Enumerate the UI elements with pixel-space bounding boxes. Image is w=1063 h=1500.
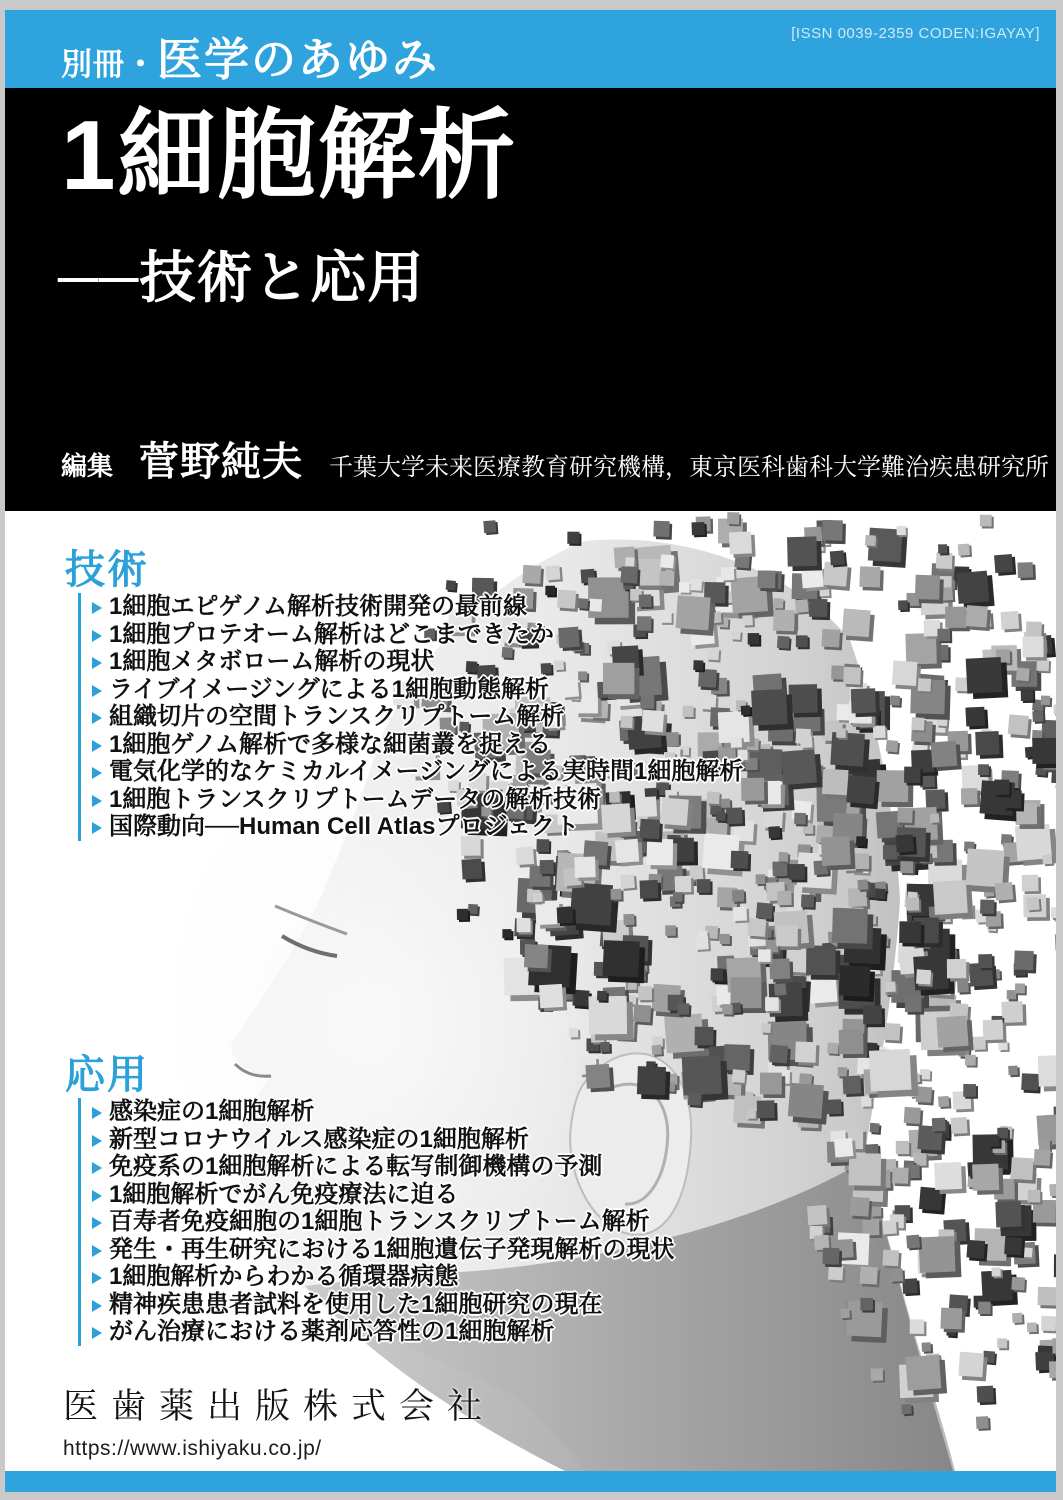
arrow-bullet-icon	[92, 602, 102, 614]
arrow-bullet-icon	[92, 1272, 102, 1284]
cover-body	[5, 511, 1056, 1471]
toc-item: 免疫系の1細胞解析による転写制御機構の予測	[92, 1153, 674, 1181]
arrow-bullet-icon	[92, 657, 102, 669]
arrow-bullet-icon	[92, 1135, 102, 1147]
section-heading-application: 応用	[65, 1053, 149, 1097]
toc-item: 1細胞解析からわかる循環器病態	[92, 1263, 674, 1291]
arrow-bullet-icon	[92, 795, 102, 807]
arrow-bullet-icon	[92, 712, 102, 724]
toc-item: 1細胞トランスクリプトームデータの解析技術	[92, 786, 743, 814]
arrow-bullet-icon	[92, 1300, 102, 1312]
application-list	[78, 1098, 674, 1346]
arrow-bullet-icon	[92, 1162, 102, 1174]
toc-item: 精神疾患患者試料を使用した1細胞研究の現在	[92, 1291, 674, 1319]
issn-code: [ISSN 0039-2359 CODEN:IGAYAY]	[791, 25, 1040, 42]
publisher-url: https://www.ishiyaku.co.jp/	[63, 1437, 322, 1460]
publisher-name: 医歯薬出版株式会社	[63, 1387, 496, 1426]
toc-item: 電気化学的なケミカルイメージングによる実時間1細胞解析	[92, 758, 743, 786]
toc-item: 発生・再生研究における1細胞遺伝子発現解析の現状	[92, 1236, 674, 1264]
toc-item: 1細胞エピゲノム解析技術開発の最前線	[92, 593, 743, 621]
section-heading-technology: 技術	[65, 548, 149, 592]
toc-item: 新型コロナウイルス感染症の1細胞解析	[92, 1126, 674, 1154]
arrow-bullet-icon	[92, 1327, 102, 1339]
section-technology	[60, 549, 743, 841]
arrow-bullet-icon	[92, 1190, 102, 1202]
editor-name: 菅野純夫	[139, 440, 304, 484]
series-title	[61, 23, 439, 88]
cover	[5, 10, 1056, 1492]
editor-row	[61, 430, 1049, 487]
technology-list	[78, 593, 743, 841]
arrow-bullet-icon	[92, 1107, 102, 1119]
toc-item: 1細胞ゲノム解析で多様な細菌叢を捉える	[92, 731, 743, 759]
book-subtitle: ──技術と応用	[58, 246, 425, 309]
arrow-bullet-icon	[92, 685, 102, 697]
book-title: 1細胞解析	[61, 100, 518, 210]
toc-item: 百寿者免疫細胞の1細胞トランスクリプトーム解析	[92, 1208, 674, 1236]
toc-item: 組織切片の空間トランスクリプトーム解析	[92, 703, 743, 731]
arrow-bullet-icon	[92, 822, 102, 834]
arrow-bullet-icon	[92, 1217, 102, 1229]
arrow-bullet-icon	[92, 630, 102, 642]
toc-item: がん治療における薬剤応答性の1細胞解析	[92, 1318, 674, 1346]
title-block	[5, 88, 1056, 511]
section-application	[60, 1054, 674, 1346]
toc-item: 国際動向──Human Cell Atlasプロジェクト	[92, 813, 743, 841]
bottom-banner	[5, 1471, 1056, 1492]
arrow-bullet-icon	[92, 767, 102, 779]
publisher-block	[63, 1379, 495, 1461]
editor-affiliation: 千葉大学未来医療教育研究機構，東京医科歯科大学難治疾患研究所	[329, 454, 1050, 481]
toc-item: 1細胞解析でがん免疫療法に迫る	[92, 1181, 674, 1209]
series-name: 医学のあゆみ	[157, 34, 440, 85]
editor-label: 編集	[61, 451, 114, 481]
toc-item: 1細胞プロテオーム解析はどこまできたか	[92, 621, 743, 649]
toc-item: 1細胞メタボローム解析の現状	[92, 648, 743, 676]
toc-item: 感染症の1細胞解析	[92, 1098, 674, 1126]
toc-item: ライブイメージングによる1細胞動態解析	[92, 676, 743, 704]
top-banner	[5, 10, 1056, 88]
series-prefix: 別冊・	[61, 47, 157, 82]
arrow-bullet-icon	[92, 740, 102, 752]
arrow-bullet-icon	[92, 1245, 102, 1257]
